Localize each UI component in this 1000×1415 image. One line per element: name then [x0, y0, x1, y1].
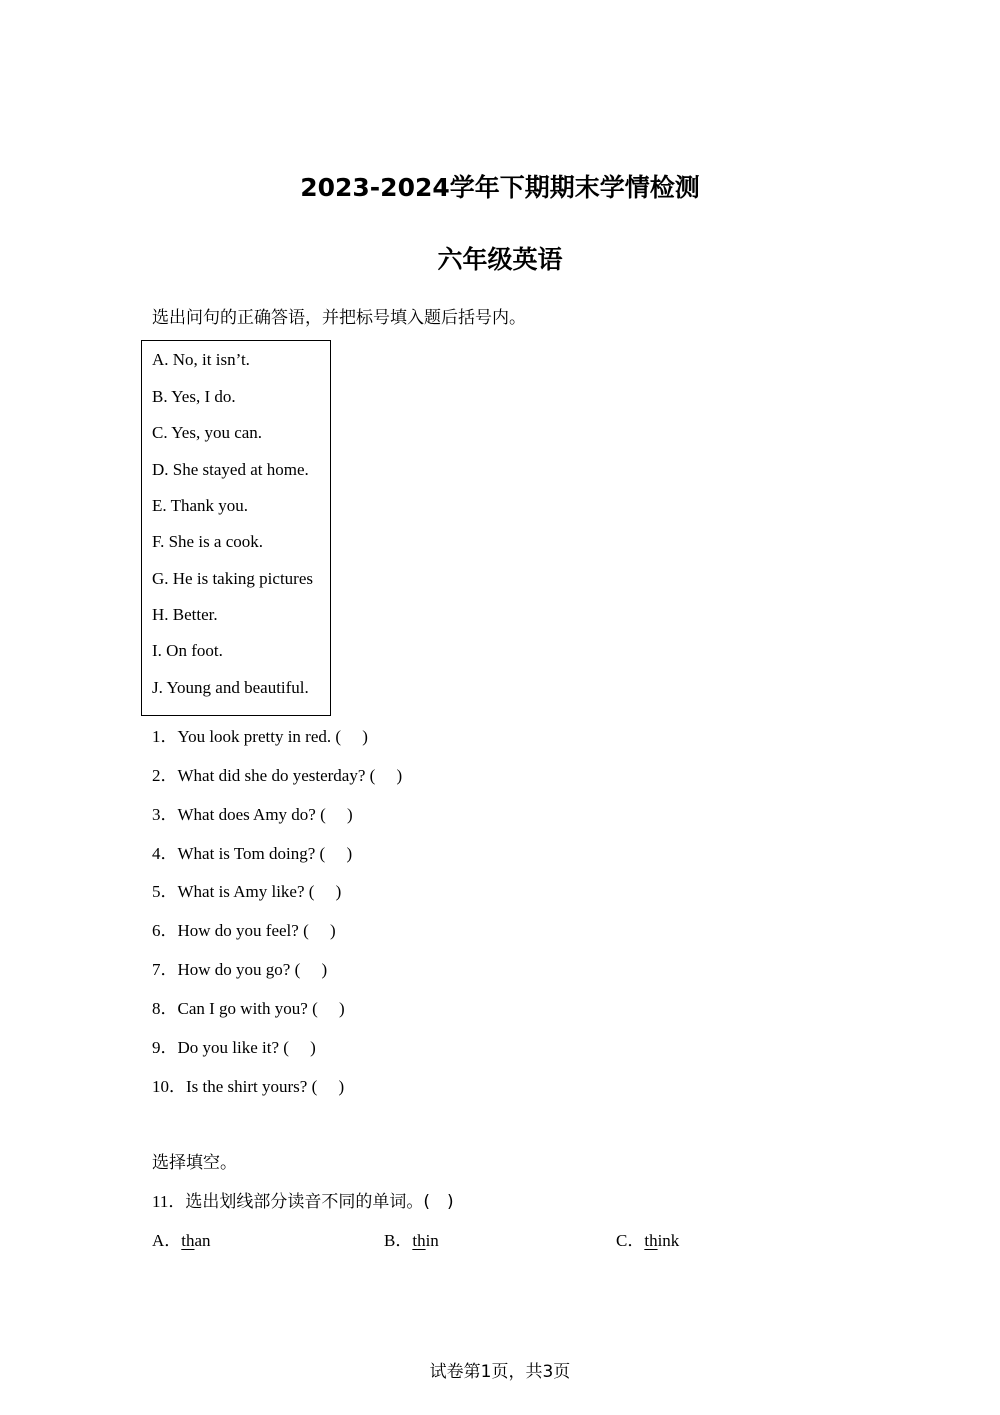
choice-rest: an [194, 1231, 211, 1250]
question-8 [152, 994, 345, 1019]
page-title: 2023-2024学年下期期末学情检测 [300, 173, 700, 202]
question-7 [152, 955, 327, 980]
page-subtitle: 六年级英语 [437, 245, 563, 274]
question-1 [152, 722, 368, 747]
option-j: J. Young and beautiful. [152, 678, 309, 697]
section2-instruction: 选择填空。 [152, 1153, 237, 1173]
option-a: A. No, it isn’t. [152, 350, 250, 369]
question-10 [152, 1072, 344, 1097]
section1-instruction: 选出问句的正确答语，并把标号填入题后括号内。 [152, 308, 526, 328]
choice-label: C． [616, 1231, 645, 1250]
option-i: I. On foot. [152, 641, 223, 660]
option-f: F. She is a cook. [152, 532, 264, 551]
question-number: 8． [152, 999, 178, 1018]
question-6 [152, 916, 336, 941]
question-number: 6． [152, 921, 178, 940]
question-text: Do you like it? ( ) [177, 1038, 316, 1057]
question-3 [152, 800, 353, 825]
question-number: 2． [152, 766, 178, 785]
question-number: 1． [152, 727, 178, 746]
question-text: How do you go? ( ) [177, 960, 328, 979]
choice-b [384, 1226, 439, 1251]
question-text: What does Amy do? ( ) [177, 805, 353, 824]
question-text: You look pretty in red. ( ) [177, 727, 368, 746]
option-e: E. Thank you. [152, 496, 249, 515]
question-number: 11． [152, 1192, 186, 1211]
question-text: Is the shirt yours? ( ) [186, 1077, 345, 1096]
question-text: 选出划线部分读音不同的单词。( ) [185, 1192, 454, 1212]
question-number: 10． [152, 1077, 186, 1096]
question-11 [152, 1187, 454, 1212]
choice-underlined: th [181, 1231, 195, 1250]
choice-rest: in [425, 1231, 439, 1250]
option-d: D. She stayed at home. [152, 460, 309, 479]
question-number: 9． [152, 1038, 178, 1057]
choice-underlined: th [644, 1231, 658, 1250]
choice-rest: ink [657, 1231, 680, 1250]
choice-label: A． [152, 1231, 182, 1250]
option-h: H. Better. [152, 605, 218, 624]
option-b: B. Yes, I do. [152, 387, 236, 406]
page-footer: 试卷第1页，共3页 [429, 1362, 571, 1382]
choice-a [152, 1226, 211, 1251]
question-text: What did she do yesterday? ( ) [177, 766, 403, 785]
option-g: G. He is taking pictures [152, 569, 313, 588]
question-number: 7． [152, 960, 178, 979]
question-number: 3． [152, 805, 178, 824]
question-4 [152, 839, 352, 864]
question-number: 5． [152, 882, 178, 901]
question-text: What is Tom doing? ( ) [177, 844, 353, 863]
question-text: Can I go with you? ( ) [177, 999, 345, 1018]
choice-c [616, 1226, 679, 1251]
choice-underlined: th [412, 1231, 426, 1250]
question-9 [152, 1033, 316, 1058]
question-5 [152, 877, 341, 902]
option-c: C. Yes, you can. [152, 423, 263, 442]
question-2 [152, 761, 402, 786]
choice-label: B． [384, 1231, 413, 1250]
question-text: What is Amy like? ( ) [177, 882, 342, 901]
question-number: 4． [152, 844, 178, 863]
question-text: How do you feel? ( ) [177, 921, 336, 940]
